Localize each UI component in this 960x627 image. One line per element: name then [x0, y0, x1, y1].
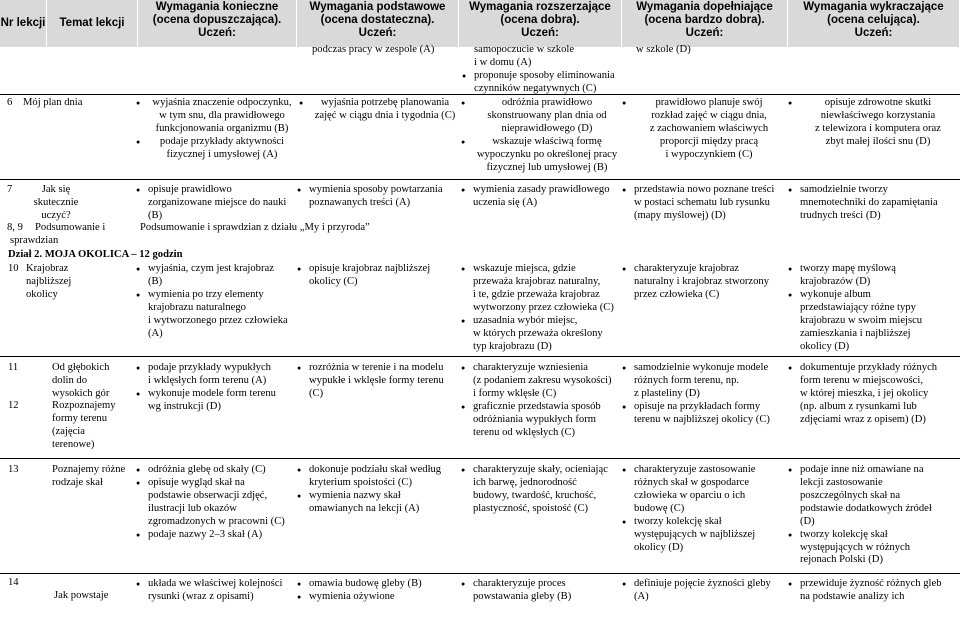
- text-line: ● prawidłowo planuje swój: [655, 97, 763, 108]
- text-line: okolicy (D): [800, 340, 850, 352]
- text-line: formy terenu: [52, 412, 108, 424]
- list-item: [788, 362, 956, 427]
- text-line: kryterium spoistości (C): [309, 476, 412, 488]
- text-line: występujących w najbliższej: [634, 528, 756, 540]
- text-line: wg instrukcji (D): [148, 400, 221, 412]
- row10-dopelniajace: [622, 263, 786, 302]
- text-line: i te, gdzie przeważa krajobraz: [473, 288, 600, 300]
- row6-temat: Mój plan dnia: [23, 97, 83, 108]
- text-line: ● przedstawia nowo poznane treści: [634, 184, 775, 195]
- text-line: nieprawidłowego (D): [501, 122, 593, 134]
- text-line: krajobrazów (D): [800, 275, 871, 287]
- text-line: terenowe): [52, 438, 95, 450]
- list-item: [297, 362, 459, 401]
- list-item: [462, 70, 622, 96]
- text-line: zajęć w ciągu dnia i tygodnia (C): [314, 109, 456, 121]
- header-podstawowe: [297, 0, 459, 47]
- text-line: uczyć?: [41, 209, 71, 221]
- text-line: różnych form terenu, np.: [634, 374, 740, 386]
- text-line: plastyczność, spoistość (C): [473, 502, 589, 514]
- text-line: ● opisuje prawidłowo: [148, 184, 232, 195]
- header-line: (ocena dobra).: [500, 14, 580, 27]
- list-item: [788, 263, 956, 289]
- list-item: [136, 388, 298, 414]
- text-line: ● opisuje krajobraz najbliższej: [309, 263, 431, 274]
- text-line: przeważa krajobraz naturalny,: [473, 275, 601, 287]
- text-line: na podstawie analizy ich: [800, 590, 905, 602]
- text-line: Poznajemy różne: [52, 464, 126, 475]
- row13-nr: 13: [8, 464, 19, 475]
- list-item: [622, 184, 786, 223]
- header-wykraczajace: [788, 0, 960, 47]
- row-divider: [0, 179, 960, 180]
- list-item: [297, 464, 459, 490]
- text-line: w postaci schematu lub rysunku: [634, 196, 770, 208]
- text-line: zdjęciami wraz z opisem) (D): [800, 413, 926, 425]
- text-line: zorganizowane miejsce do nauki: [148, 196, 287, 208]
- text-line: Jak się: [41, 184, 71, 195]
- text-line: występujących w różnych: [800, 541, 911, 553]
- text-line: trudnych treści (D): [800, 209, 881, 221]
- header-nr: [0, 0, 47, 47]
- text-line: ● wyjaśnia, czym jest krajobraz: [148, 263, 274, 274]
- text-line: ● definiuje pojęcie żyzności gleby: [634, 578, 771, 589]
- top-rozszerzajace-list: [462, 70, 622, 96]
- text-line: budowę (C): [634, 502, 685, 514]
- text-line: proporcji między pracą: [659, 135, 759, 147]
- text-line: budowy, twardość, kruchość,: [473, 489, 597, 501]
- list-item: [136, 529, 298, 542]
- header-line: Wymagania konieczne: [155, 1, 279, 13]
- text-line: skonstruowany plan dnia od: [487, 109, 607, 121]
- text-line: ● tworzy kolekcję skał: [634, 515, 722, 527]
- row13-rozszerzajace: [461, 464, 624, 516]
- text-line: ● podaje przykłady wypukłych: [148, 362, 271, 373]
- text-line: rodzaje skał: [52, 476, 103, 488]
- text-line: Rozpoznajemy: [52, 400, 116, 411]
- text-line: wypoczynku po określonej pracy: [476, 148, 618, 160]
- text-line: mnemotechniki do zapamiętania: [800, 196, 938, 208]
- list-item: [136, 477, 298, 529]
- text-line: (B): [148, 209, 163, 221]
- list-item: [297, 591, 459, 604]
- text-line: ● opisuje na przykładach formy: [634, 400, 761, 412]
- header-line: (ocena dopuszczająca).: [152, 14, 282, 27]
- text-line: ● charakteryzuje krajobraz: [634, 263, 739, 274]
- row13-podstawowe: [297, 464, 459, 516]
- text-line: ● uzasadnia wybór miejsc,: [473, 314, 578, 326]
- text-line: Podsumowanie i: [35, 222, 106, 233]
- list-item: [622, 401, 786, 427]
- text-line: powstawania gleby (B): [473, 590, 572, 602]
- text-line: zgromadzonych w pracowni (C): [148, 515, 285, 527]
- list-item: [622, 516, 786, 555]
- text-line: ● samodzielnie wykonuje modele: [634, 362, 769, 373]
- list-item: [461, 362, 624, 401]
- header-line: Uczeń:: [358, 27, 397, 40]
- text-line: (B): [148, 275, 163, 287]
- header-temat: [47, 0, 138, 47]
- row7-konieczne: [136, 184, 298, 223]
- top-dopelniajace: w szkole (D): [636, 44, 691, 55]
- row14-rozszerzajace: [461, 578, 624, 604]
- text-line: i wklęsłych form terenu (A): [148, 374, 267, 386]
- row6-dopelniajace: [622, 97, 784, 162]
- row10-konieczne: [136, 263, 298, 341]
- text-line: przez człowieka (C): [634, 288, 720, 300]
- text-line: człowieka w oparciu o ich: [634, 489, 746, 501]
- row-divider: [0, 94, 960, 95]
- text-line: ● wymienia zasady prawidłowego: [473, 184, 610, 195]
- list-item: [622, 97, 784, 162]
- list-item: [788, 578, 956, 604]
- row11-nr: 11: [8, 362, 19, 373]
- text-line: terenu od wklęsłych (C): [473, 426, 576, 438]
- text-line: ● wykonuje modele form terenu: [148, 387, 276, 399]
- row10-wykraczajace: [788, 263, 956, 353]
- header-line: Uczeń:: [854, 27, 893, 40]
- text-line: podstawie obserwacji zdjęć,: [148, 489, 268, 501]
- header-dopelniajace: [622, 0, 788, 47]
- text-line: naturalny i krajobraz stworzony: [634, 275, 770, 287]
- row-divider: [0, 356, 960, 357]
- list-item: [136, 263, 298, 289]
- list-item: [622, 263, 786, 302]
- text-line: ● samodzielnie tworzy: [800, 184, 888, 195]
- row7-nr: 7: [7, 184, 13, 195]
- text-line: funkcjonowania organizmu (B): [155, 122, 289, 134]
- text-line: wypukłe i wklęsłe formy terenu: [309, 374, 444, 386]
- text-line: ● omawia budowę gleby (B): [309, 578, 422, 589]
- text-line: rozkład zajęć w ciągu dnia,: [651, 109, 767, 121]
- text-line: ● rozróżnia w terenie i na modelu: [309, 362, 444, 373]
- text-line: ● wymienia sposoby powtarzania: [309, 184, 443, 195]
- list-item: [788, 289, 956, 354]
- text-line: ● wymienia po trzy elementy: [148, 288, 264, 300]
- text-line: w tym snu, dla prawidłowego: [159, 109, 285, 121]
- header-line: Wymagania dopełniające: [636, 1, 773, 13]
- list-item: [136, 464, 298, 477]
- row6-podstawowe: [299, 97, 459, 123]
- text-line: (zajęcia: [52, 425, 85, 437]
- text-line: poznawanych treści (A): [309, 196, 411, 208]
- text-line: fizycznej i umysłowej (A): [166, 148, 278, 160]
- top-rozszerzajace: [474, 44, 574, 70]
- text-line: ● wyjaśnia znaczenie odpoczynku,: [152, 97, 292, 108]
- list-item: [461, 401, 624, 440]
- row10-rozszerzajace: [461, 263, 624, 353]
- row13-wykraczajace: [788, 464, 956, 567]
- text-line: ● odróżnia prawidłowo: [501, 97, 593, 108]
- text-line: (A): [148, 327, 163, 339]
- row10-temat: [26, 263, 71, 302]
- list-item: [622, 578, 786, 604]
- row1112-dopelniajace: [622, 362, 786, 427]
- text-line: poszczególnych skał na: [800, 489, 901, 501]
- row89-nr: 8, 9: [7, 222, 23, 233]
- list-item: [136, 97, 296, 136]
- text-line: skutecznie: [33, 196, 79, 208]
- row7-dopelniajace: [622, 184, 786, 223]
- text-line: (np. album z rysunkami lub: [800, 400, 917, 412]
- row-divider: [0, 573, 960, 574]
- text-line: różnych skał w gospodarce: [634, 476, 750, 488]
- text-line: krajobrazu w swoim miejscu: [800, 314, 923, 326]
- row14-nr: 14: [8, 577, 19, 588]
- row14-podstawowe: [297, 578, 459, 604]
- text-line: (D): [800, 515, 815, 527]
- row13-dopelniajace: [622, 464, 786, 554]
- header-rozszerzajace: [459, 0, 622, 47]
- list-item: [788, 529, 956, 568]
- header-konieczne: [138, 0, 297, 47]
- text-line: ● odróżnia glebę od skały (C): [148, 464, 266, 475]
- header-line: (ocena celująca).: [827, 14, 920, 27]
- row12-nr: 12: [8, 400, 19, 411]
- text-line: rejonach Polski (D): [800, 554, 883, 566]
- list-item: [461, 315, 624, 354]
- text-line: ilustracji lub okazów: [148, 502, 237, 514]
- text-line: ● tworzy mapę myślową: [800, 263, 896, 274]
- row1112-konieczne: [136, 362, 298, 414]
- text-line: ● charakteryzuje wzniesienia: [473, 362, 588, 373]
- text-line: Od głębokich: [52, 362, 110, 373]
- text-line: sprawdzian: [10, 234, 59, 246]
- text-line: ● podaje przykłady aktywności: [159, 135, 285, 147]
- header-line: Uczeń:: [198, 27, 236, 40]
- row7-podstawowe: [297, 184, 459, 210]
- row10-nr: 10: [8, 263, 19, 274]
- list-item: [297, 263, 459, 289]
- section-heading: Dział 2. MOJA OKOLICA – 12 godzin: [8, 249, 183, 260]
- row6-konieczne: [136, 97, 296, 162]
- text-line: ● podaje nazwy 2–3 skał (A): [148, 528, 263, 540]
- header-line: Wymagania wykraczające: [803, 1, 944, 13]
- row7-wykraczajace: [788, 184, 956, 223]
- text-line: fizycznej lub umysłowej (B): [486, 161, 608, 173]
- text-line: ● charakteryzuje proces: [473, 578, 566, 589]
- list-item: [788, 97, 956, 149]
- text-line: typ krajobrazu (D): [473, 340, 552, 352]
- text-line: niewłaściwego korzystania: [820, 109, 936, 121]
- list-item: [136, 289, 298, 341]
- text-line: ● graficznie przedstawia sposób: [473, 400, 601, 412]
- text-line: ich barwę, jednorodność: [473, 476, 577, 488]
- text-line: terenu w najbliższej okolicy (C): [634, 413, 770, 425]
- list-item: [461, 578, 624, 604]
- header-line: Uczeń:: [685, 27, 724, 40]
- text-line: okolicy (C): [309, 275, 358, 287]
- row13-temat: [52, 464, 125, 490]
- text-line: z plasteliny (D): [634, 387, 700, 399]
- row6-nr: 6: [7, 97, 13, 108]
- text-line: ● tworzy kolekcję skał: [800, 528, 888, 540]
- text-line: z telewizora i komputera oraz: [815, 122, 941, 134]
- row89-text: Podsumowanie i sprawdzian z działu „My i przyroda”: [140, 222, 370, 233]
- text-line: ● opisuje wygląd skał na: [148, 476, 245, 488]
- row1112-rozszerzajace: [461, 362, 624, 440]
- list-item: [622, 464, 786, 516]
- text-line: samopoczucie w szkole: [474, 44, 575, 55]
- list-item: [299, 97, 459, 123]
- text-line: i wypoczynkiem (C): [665, 148, 753, 160]
- text-line: przedstawiający różne typy: [800, 301, 916, 313]
- header-line: (ocena bardzo dobra).: [644, 14, 765, 27]
- row10-podstawowe: [297, 263, 459, 289]
- text-line: wysokich gór: [52, 387, 110, 399]
- list-item: [461, 136, 621, 175]
- text-line: dolin do: [52, 374, 88, 386]
- text-line: ● dokonuje podziału skał według: [309, 464, 442, 475]
- list-item: [297, 578, 459, 591]
- text-line: form terenu w miejscowości,: [800, 374, 923, 386]
- text-line: odróżniania wypukłych form: [473, 413, 596, 425]
- text-line: najbliższej: [26, 275, 72, 287]
- row1112-wykraczajace: [788, 362, 956, 427]
- text-line: i formy wklęsłe (C): [473, 387, 557, 399]
- text-line: ● podaje inne niż omawiane na: [800, 464, 924, 475]
- text-line: w której mieszka, i jej okolicy: [800, 387, 929, 399]
- text-line: zbyt małej ilości snu (D): [825, 135, 931, 147]
- list-item: [788, 184, 956, 223]
- text-line: ● wykonuje album: [800, 288, 871, 300]
- header-temat-text: Temat lekcji: [59, 17, 125, 30]
- text-line: rysunki (wraz z opisami): [148, 590, 254, 602]
- text-line: ● opisuje zdrowotne skutki: [824, 97, 932, 108]
- row14-wykraczajace: [788, 578, 956, 604]
- text-line: omawianych na lekcji (A): [309, 502, 420, 514]
- text-line: okolicy (D): [634, 541, 684, 553]
- header-line: (ocena dostateczna).: [320, 14, 435, 27]
- text-line: wytworzony przez człowieka (C): [473, 301, 614, 313]
- text-line: ● wskazuje miejsca, gdzie: [473, 263, 576, 274]
- text-line: ● dokumentuje przykłady różnych: [800, 362, 938, 373]
- text-line: ● charakteryzuje zastosowanie: [634, 464, 756, 475]
- text-line: ● wskazuje właściwą formę: [492, 135, 602, 147]
- text-line: (z podaniem zakresu wysokości): [473, 374, 612, 386]
- list-item: [461, 97, 621, 136]
- text-line: czynników negatywnych (C): [474, 82, 597, 94]
- row14-temat: Jak powstaje: [54, 590, 109, 601]
- row6-wykraczajace: [788, 97, 956, 149]
- list-item: [136, 136, 296, 162]
- list-item: [622, 362, 786, 401]
- text-line: zamieszkania i najbliższej: [800, 327, 911, 339]
- row6-rozszerzajace: [461, 97, 621, 175]
- text-line: ● przewiduje żyzność różnych gleb: [800, 578, 942, 589]
- text-line: Krajobraz: [26, 263, 69, 274]
- header-line: Wymagania podstawowe: [309, 1, 446, 13]
- row7-rozszerzajace: [461, 184, 624, 210]
- text-line: (A): [634, 590, 649, 602]
- row11-temat: [28, 362, 114, 401]
- row13-konieczne: [136, 464, 298, 542]
- text-line: ● wymienia nazwy skał: [309, 489, 401, 501]
- list-item: [461, 464, 624, 516]
- list-item: [297, 490, 459, 516]
- header-line: Uczeń:: [521, 27, 559, 40]
- header-line: Wymagania rozszerzające: [469, 1, 611, 13]
- text-line: z zachowaniem właściwych: [649, 122, 769, 134]
- list-item: [136, 362, 298, 388]
- row14-dopelniajace: [622, 578, 786, 604]
- text-line: ● proponuje sposoby eliminowania: [474, 70, 615, 81]
- row1112-podstawowe: [297, 362, 459, 401]
- text-line: (mapy myślowej) (D): [634, 209, 726, 221]
- list-item: [461, 184, 624, 210]
- text-line: krajobrazu naturalnego: [148, 301, 246, 313]
- text-line: uczenia się (A): [473, 196, 538, 208]
- text-line: okolicy: [26, 288, 58, 300]
- text-line: ● wymienia ożywione: [309, 590, 395, 602]
- text-line: lekcji zastosowanie: [800, 476, 883, 488]
- text-line: i w domu (A): [474, 56, 532, 68]
- header-nr-text: Nr lekcji: [0, 17, 46, 30]
- row7-temat: [26, 184, 86, 223]
- row12-temat: [52, 400, 116, 452]
- list-item: [461, 263, 624, 315]
- text-line: ● charakteryzuje skały, ocieniając: [473, 464, 608, 475]
- list-item: [136, 578, 298, 604]
- list-item: [297, 184, 459, 210]
- top-podstawowe: podczas pracy w zespole (A): [312, 44, 435, 55]
- text-line: (C): [309, 387, 324, 399]
- row-divider: [0, 458, 960, 459]
- text-line: ● wyjaśnia potrzebę planowania: [320, 97, 450, 108]
- text-line: w których przeważa określony: [473, 327, 603, 339]
- text-line: podstawie dodatkowych źródeł: [800, 502, 932, 514]
- row14-konieczne: [136, 578, 298, 604]
- list-item: [788, 464, 956, 529]
- text-line: ● układa we właściwej kolejności: [148, 578, 283, 589]
- text-line: i wytworzonego przez człowieka: [148, 314, 288, 326]
- list-item: [136, 184, 298, 223]
